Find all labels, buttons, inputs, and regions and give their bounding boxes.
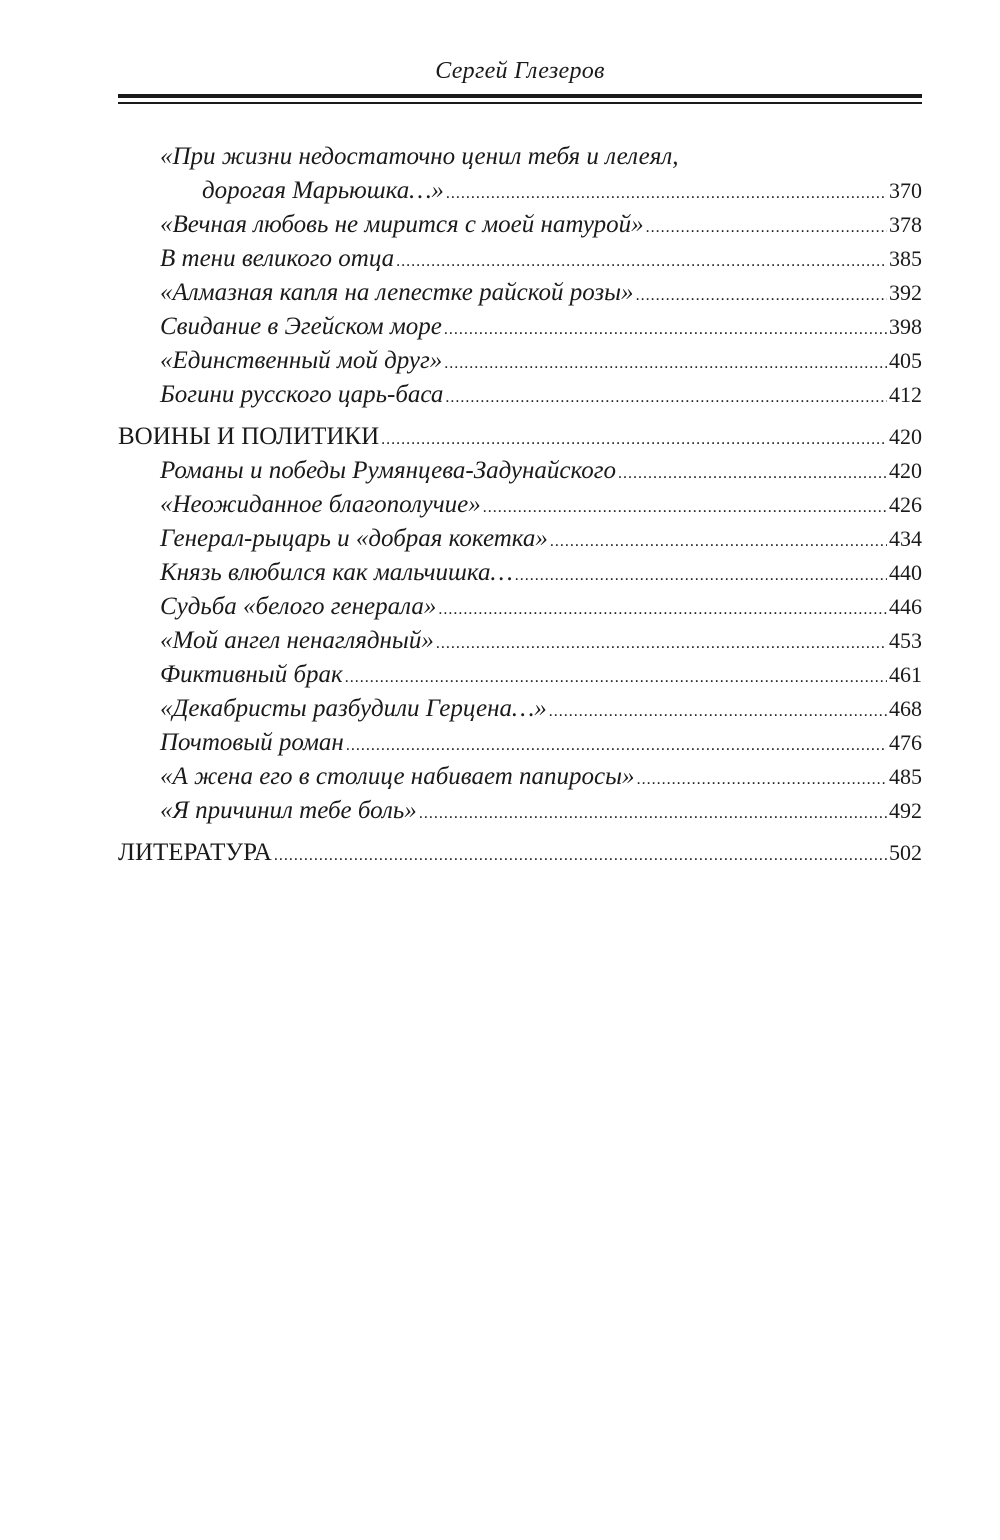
- toc-section-title: ЛИТЕРАТУРА: [118, 839, 272, 866]
- toc-entry[interactable]: [118, 310, 922, 344]
- leader-dots: [381, 420, 887, 457]
- toc-entry[interactable]: [118, 658, 922, 692]
- toc-entry-title: Романы и победы Румянцева-Задунайского: [160, 457, 616, 484]
- leader-dots: [549, 692, 887, 729]
- toc-page-number: 405: [889, 348, 922, 373]
- toc-entry-title: «Неожиданное благополучие»: [160, 491, 481, 518]
- leader-dots: [345, 658, 887, 695]
- leader-dots: [618, 454, 887, 491]
- toc-page-number: 461: [889, 662, 922, 687]
- toc-entry[interactable]: [118, 692, 922, 726]
- toc-entry[interactable]: [118, 556, 922, 590]
- toc-page-number: 440: [889, 560, 922, 585]
- toc-section[interactable]: [118, 420, 922, 454]
- toc-page-number: 412: [889, 382, 922, 407]
- toc-entry-title: «Я причинил тебе боль»: [160, 797, 417, 824]
- toc-page-number: 492: [889, 798, 922, 823]
- toc-entry[interactable]: [118, 522, 922, 556]
- toc-section-title: ВОИНЫ И ПОЛИТИКИ: [118, 423, 380, 450]
- toc-section[interactable]: [118, 836, 922, 870]
- toc-entry-title: Почтовый роман: [160, 729, 344, 756]
- running-head: Сергей Глезеров: [435, 58, 605, 84]
- toc-entry[interactable]: [118, 794, 922, 828]
- leader-dots: [515, 556, 887, 593]
- toc-entry-title: «А жена его в столице набивает папиросы»: [160, 763, 635, 790]
- leader-dots: [274, 836, 887, 873]
- leader-dots: [346, 726, 887, 763]
- table-of-contents: [118, 140, 922, 870]
- toc-entry[interactable]: [118, 242, 922, 276]
- toc-entry[interactable]: [118, 624, 922, 658]
- toc-page-number: 426: [889, 492, 922, 517]
- toc-entry[interactable]: [118, 276, 922, 310]
- toc-entry-title: «Единственный мой друг»: [160, 347, 443, 374]
- toc-entry-title: Богини русского царь-баса: [160, 381, 444, 408]
- leader-dots: [444, 344, 887, 381]
- leader-dots: [636, 276, 887, 313]
- toc-page-number: 485: [889, 764, 922, 789]
- toc-entry[interactable]: [118, 378, 922, 412]
- toc-entry-title: «Вечная любовь не мирится с моей натурой»: [160, 211, 644, 238]
- toc-entry[interactable]: [118, 208, 922, 242]
- toc-entry-title: Генерал-рыцарь и «добрая кокетка»: [160, 525, 548, 552]
- toc-entry-title: Князь влюбился как мальчишка…: [160, 559, 513, 586]
- toc-entry-title: «Декабристы разбудили Герцена…»: [160, 695, 547, 722]
- toc-page-number: 378: [889, 212, 922, 237]
- toc-page-number: 398: [889, 314, 922, 339]
- leader-dots: [419, 794, 887, 831]
- toc-entry[interactable]: [118, 760, 922, 794]
- toc-entry-title: «Мой ангел ненаглядный»: [160, 627, 434, 654]
- header-rule-thin: [118, 102, 922, 104]
- toc-entry-title: Свидание в Эгейском море: [160, 313, 442, 340]
- leader-dots: [438, 590, 887, 627]
- toc-entry-title-line1: «При жизни недостаточно ценил тебя и лелеял,: [160, 143, 679, 170]
- toc-page-number: 385: [889, 246, 922, 271]
- toc-entry-title: дорогая Марьюшка…»: [202, 177, 444, 204]
- toc-entry[interactable]: [118, 454, 922, 488]
- leader-dots: [446, 174, 887, 211]
- toc-entry-first-line: [118, 140, 922, 174]
- toc-entry[interactable]: [118, 726, 922, 760]
- toc-entry[interactable]: [118, 488, 922, 522]
- toc-page-number: 446: [889, 594, 922, 619]
- toc-page-number: 420: [889, 424, 922, 449]
- toc-entry[interactable]: [118, 344, 922, 378]
- toc-page-number: 434: [889, 526, 922, 551]
- leader-dots: [483, 488, 887, 525]
- toc-entry-title: Фиктивный брак: [160, 661, 343, 688]
- toc-page-number: 370: [889, 178, 922, 203]
- toc-entry[interactable]: [118, 174, 922, 208]
- toc-page-number: 476: [889, 730, 922, 755]
- toc-entry[interactable]: [118, 590, 922, 624]
- leader-dots: [445, 378, 887, 415]
- toc-page-number: 502: [889, 840, 922, 865]
- toc-page-number: 468: [889, 696, 922, 721]
- leader-dots: [550, 522, 887, 559]
- toc-entry-title: «Алмазная капля на лепестке райской розы»: [160, 279, 634, 306]
- toc-entry-title: Судьба «белого генерала»: [160, 593, 437, 620]
- leader-dots: [646, 208, 887, 245]
- header-rule-thick: [118, 94, 922, 98]
- toc-page-number: 453: [889, 628, 922, 653]
- leader-dots: [637, 760, 887, 797]
- leader-dots: [396, 242, 887, 279]
- toc-entry-title: В тени великого отца: [160, 245, 395, 272]
- toc-page-number: 392: [889, 280, 922, 305]
- leader-dots: [436, 624, 887, 661]
- toc-page-number: 420: [889, 458, 922, 483]
- leader-dots: [444, 310, 887, 347]
